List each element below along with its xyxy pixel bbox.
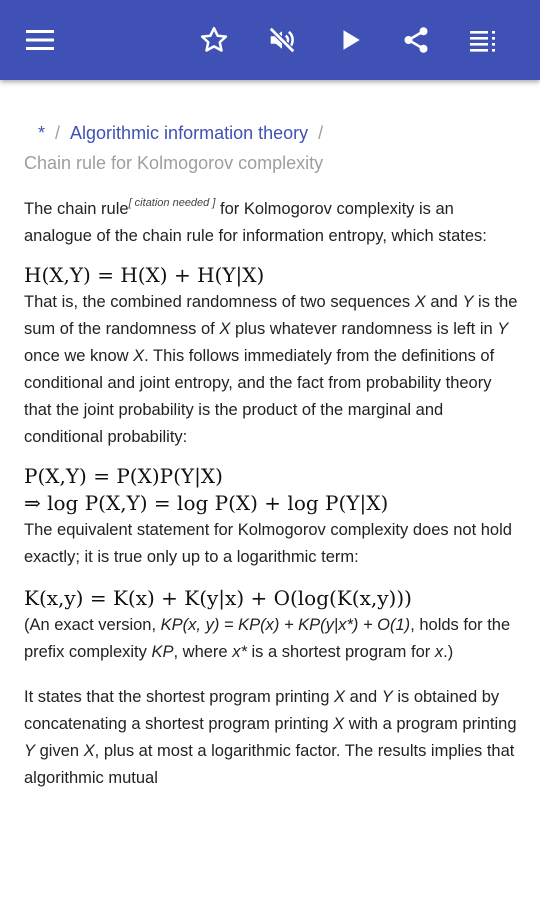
equation-line: P(X,Y) = P(X)P(Y|X): [24, 464, 223, 488]
var: X: [333, 715, 345, 733]
menu-icon: [26, 29, 54, 51]
paragraph-explanation: [24, 289, 520, 451]
text: That is, the combined randomness of two sequences: [24, 293, 415, 311]
paragraph-kolmogorov: The equivalent statement for Kolmogorov complexity does not hold exactly; it is true only up to a logarithmic term:: [24, 521, 512, 566]
var: Y: [24, 742, 36, 760]
text: given: [35, 742, 84, 760]
var: Y: [381, 688, 393, 706]
toc-icon: [470, 28, 498, 52]
text: It states that the shortest program printing: [24, 688, 334, 706]
breadcrumb-parent-link[interactable]: Algorithmic information theory: [70, 123, 309, 143]
text: (An exact version,: [24, 616, 161, 634]
contents-button[interactable]: [466, 22, 502, 58]
mute-button[interactable]: [264, 22, 300, 58]
menu-button[interactable]: [22, 22, 58, 58]
paragraph-interpretation: [24, 684, 520, 792]
app-toolbar: [0, 0, 540, 80]
var: X: [219, 320, 231, 338]
var: Y: [462, 293, 474, 311]
text: is a shortest program for: [246, 643, 435, 661]
text: The chain rule: [24, 200, 129, 218]
text: is obtained by concatenating a shortest program printing: [24, 688, 500, 733]
text: . This follows immediately from the definitions of conditional and joint entropy, and the fact from probability theory that the joint probability is the product of the marginal and conditional probability:: [24, 347, 495, 446]
paragraph-exact-version: [24, 612, 520, 666]
text: for Kolmogorov complexity is an analogue of the chain rule for information entropy, which states:: [24, 200, 487, 245]
bookmark-button[interactable]: [196, 22, 232, 58]
text: and: [345, 688, 382, 706]
var: x: [434, 643, 444, 661]
text: and: [425, 293, 463, 311]
var: KP: [151, 643, 174, 661]
text: , holds for the prefix complexity: [24, 616, 511, 661]
var: X: [334, 688, 346, 706]
share-button[interactable]: [398, 22, 434, 58]
var: X: [414, 293, 426, 311]
text: is the sum of the randomness of: [24, 293, 518, 338]
var: x*: [232, 643, 247, 661]
breadcrumb-home-link[interactable]: *: [38, 123, 46, 143]
share-icon: [401, 25, 431, 55]
text: , plus at most a logarithmic factor. The results implies that algorithmic mutual: [24, 742, 515, 787]
play-button[interactable]: [332, 22, 368, 58]
equation-probability: [24, 463, 520, 517]
mute-icon: [267, 25, 297, 55]
var: Y: [497, 320, 509, 338]
equation-kolmogorov-chain-rule: K(x,y) = K(x) + K(y|x) + O(log(K(x,y))): [24, 586, 412, 610]
citation-needed-link[interactable]: [ citation needed ]: [128, 197, 216, 209]
breadcrumb-separator: /: [55, 123, 61, 143]
article-content: [24, 118, 520, 792]
star-icon: [199, 25, 229, 55]
text: plus whatever randomness is left in: [230, 320, 498, 338]
text: .): [443, 643, 454, 661]
breadcrumb-separator: /: [318, 123, 324, 143]
breadcrumb-current: Chain rule for Kolmogorov complexity: [24, 153, 324, 173]
play-icon: [337, 27, 363, 53]
paragraph-intro: [24, 196, 520, 250]
var: X: [133, 347, 145, 365]
text: , where: [173, 643, 233, 661]
inline-formula: KP(x, y) = KP(x) + KP(y|x*) + O(1): [160, 616, 411, 634]
breadcrumb: [24, 118, 520, 178]
equation-line: ⇒ log P(X,Y) = log P(X) + log P(Y|X): [24, 491, 389, 515]
text: with a program printing: [344, 715, 517, 733]
equation-entropy-chain-rule: H(X,Y) = H(X) + H(Y|X): [24, 263, 265, 287]
var: X: [83, 742, 95, 760]
text: once we know: [24, 347, 134, 365]
